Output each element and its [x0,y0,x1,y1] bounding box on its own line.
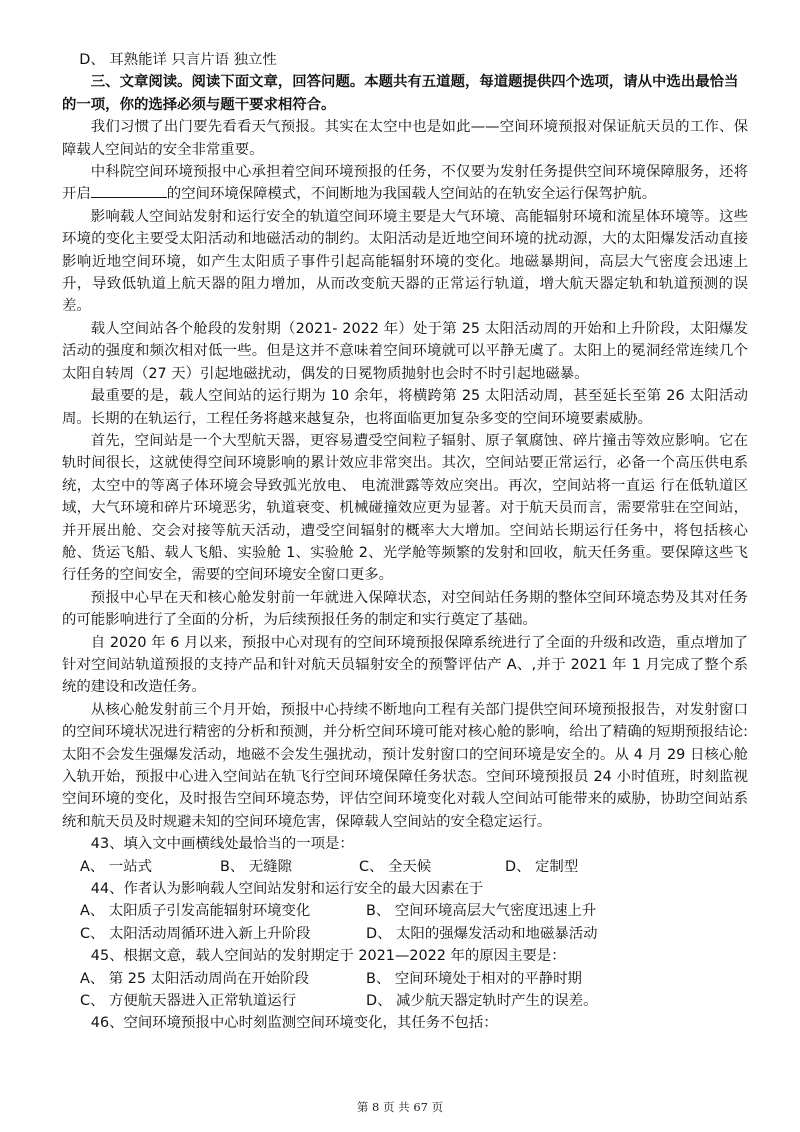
article-paragraph-2 [62,161,748,206]
question-45-option-b: B、 空间环境处于相对的平静时期 [366,970,582,987]
question-44-option-d: D、 太阳的强爆发活动和地磁暴活动 [366,925,598,942]
question-45-option-c: C、 方便航天器进入正常轨道运行 [80,993,297,1010]
question-43-option-d: D、 定制型 [505,858,579,875]
question-44-option-a: A、 太阳质子引发高能辐射环境变化 [80,903,311,920]
document-body [62,49,748,1035]
question-44-options-row-1 [62,900,748,922]
question-45-options-row-2 [62,990,748,1012]
question-44-option-b: B、 空间环境高层大气密度迅速上升 [366,903,597,920]
question-44-stem: 44、作者认为影响载人空间站发射和运行安全的最大因素在于 [90,881,484,898]
article-paragraph-3: 影响载人空间站发射和运行安全的轨道空间环境主要是大气环境、高能辐射环境和流星体环境等。这些环境的变化主要受太阳活动和地磁活动的制约。太阳活动是近地空间环境的扰动源，大的太阳爆发活动直接影响近地空间环境，如产生太阳质子事件引起高能辐射环境的变化。地磁暴期间，高层大气密度会迅速上升，导致低轨道上航天器的阻力增加，从而改变航天器的正常运行轨道，增大航天器定轨和轨道预测的误差。 [62,208,748,315]
question-43-option-c: C、 全天候 [359,858,432,875]
question-45-option-a: A、 第 25 太阳活动周尚在开始阶段 [80,970,309,987]
question-44-options-row-2 [62,923,748,945]
article-paragraph-4: 载人空间站各个舱段的发射期（2021- 2022 年）处于第 25 太阳活动周的开始和上升阶段，太阳爆发活动的强度和频次相对低一些。但是这并不意味着空间环境就可以平静无虞了。太阳上的冕洞经常连续几个太阳自转周（27 天）引起地磁扰动，偶发的日冕物质抛射也会时不时引起地磁暴。 [62,320,748,382]
paragraph-2-text-after-blank: 的空间环境保障模式，不间断地为我国载人空间站的在轨安全运行保驾护航。 [166,186,657,203]
question-46-stem: 46、空间环境预报中心时刻监测空间环境变化，其任务不包括： [90,1015,498,1032]
fill-in-blank-line [91,183,167,198]
paragraph-2-text-before-blank: 中科院空间环境预报中心承担着空间环境预报的任务，不仅要为发射任务提供空间环境保障服务，还将开启 [62,164,748,203]
question-45-stem: 45、根据文意，载人空间站的发射期定于 2021—2022 年的原因主要是： [90,948,566,965]
page-number-footer: 第 8 页 共 67 页 [356,1100,444,1114]
question-45-option-d: D、 减少航天器定轨时产生的误差。 [366,993,598,1010]
article-paragraph-8: 自 2020 年 6 月以来，预报中心对现有的空间环境预报保障系统进行了全面的升级和改造，重点增加了针对空间站轨道预报的支持产品和针对航天员辐射安全的预警评估产 A、,并于 2021 年 1 月完成了整个系统的建设和改造任务。 [62,634,748,696]
previous-question-option-d: D、 耳熟能详 只言片语 独立性 [79,52,277,68]
section-heading: 三、文章阅读。阅读下面文章，回答问题。本题共有五道题，每道题提供四个选项，请从中选出最恰当的一项，你的选择必须与题干要求相符合。 [62,74,739,113]
question-43-stem: 43、填入文中画横线处最恰当的一项是： [90,836,354,853]
question-43-options [62,856,748,878]
article-paragraph-5: 最重要的是，载人空间站的运行期为 10 余年，将横跨第 25 太阳活动周，甚至延长至第 26 太阳活动周。长期的在轨运行，工程任务将越来越复杂，也将面临更加复杂多变的空间环境要素威胁。 [62,388,748,427]
article-paragraph-6: 首先，空间站是一个大型航天器，更容易遭受空间粒子辐射、原子氧腐蚀、碎片撞击等效应影响。它在轨时间很长，这就使得空间环境影响的累计效应非常突出。其次，空间站要正常运行，必备一个高压供电系统，太空中的等离子体环境会导致弧光放电、 电流泄露等效应突出。再次，空间站将一直运 行在低轨道区域，大气环境和碎片环境恶劣，轨道衰变、机械碰撞效应更为显著。对于航天员而言，需要常驻在空间站，并开展出舱、交会对接等航天活动，遭受空间辐射的概率大大增加。空间站长期运行任务中，将包括核心舱、货运飞船、载人飞船、实验舱 1、实验舱 2、光学舱等频繁的发射和回收，航天任务重。要保障这些飞行任务的空间安全，需要的空间环境安全窗口更多。 [62,432,748,584]
article-paragraph-7: 预报中心早在天和核心舱发射前一年就进入保障状态，对空间站任务期的整体空间环境态势及其对任务的可能影响进行了全面的分析，为后续预报任务的制定和实行奠定了基础。 [62,589,748,629]
article-paragraph-9: 从核心舱发射前三个月开始，预报中心持续不断地向工程有关部门提供空间环境预报报告，对发射窗口的空间环境状况进行精密的分析和预测，并分析空间环境可能对核心舱的影响，给出了精确的短期预报结论:太阳不会发生强爆发活动，地磁不会发生强扰动，预计发射窗口的空间环境是安全的。从 4 月 29 日核心舱入轨开始，预报中心进入空间站在轨飞行空间环境保障任务状态。空间环境预报员 24 小时值班，时刻监视空间环境的变化，及时报告空间环境态势，评估空间环境变化对载人空间站可能带来的威胁，协助空间站系统和航天员及时规避未知的空间环境危害，保障载人空间站的安全稳定运行。 [62,701,748,830]
question-44-option-c: C、 太阳活动周循环进入新上升阶段 [80,925,311,942]
question-43-option-b: B、 无缝隙 [220,858,293,875]
article-paragraph-1: 我们习惯了出门要先看看天气预报。其实在太空中也是如此——空间环境预报对保证航天员的工作、保障载人空间站的安全非常重要。 [62,119,748,158]
question-43-option-a: A、 一站式 [80,858,152,875]
question-45-options-row-1 [62,968,748,990]
